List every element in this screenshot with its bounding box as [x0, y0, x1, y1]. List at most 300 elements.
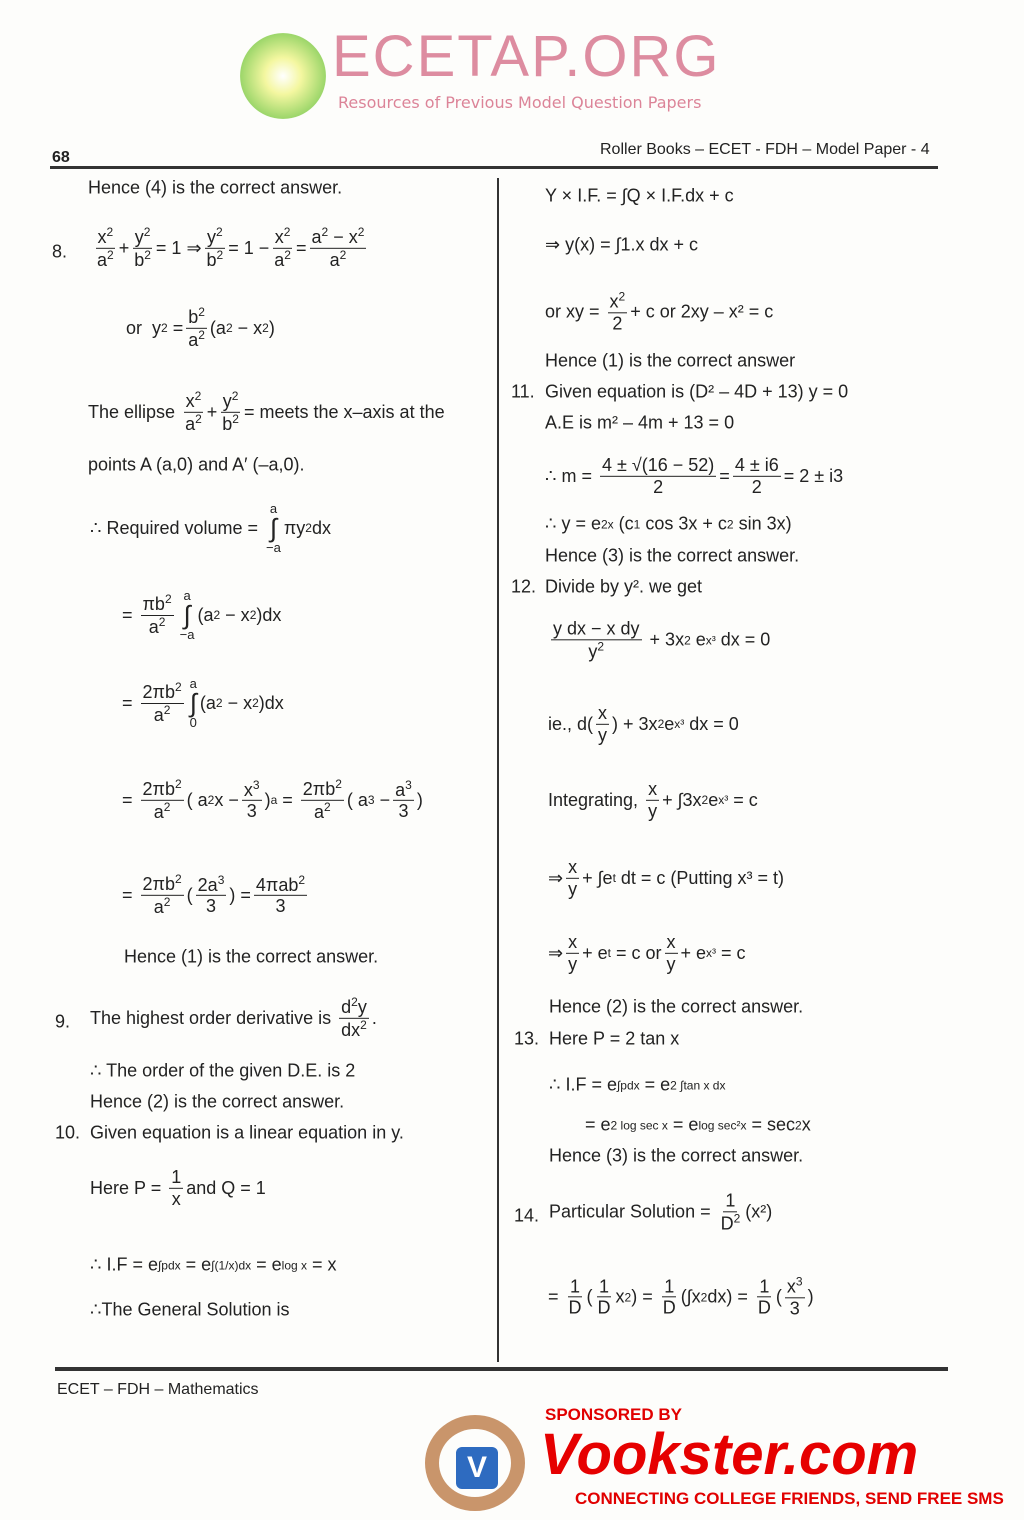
numerator [339, 996, 369, 1019]
text-run: + e [680, 942, 707, 963]
equation-line [545, 290, 773, 333]
text-run: = [122, 884, 138, 905]
text-run: Hence (1) is the correct answer. [124, 946, 379, 967]
text-line [88, 455, 305, 476]
text-run: The highest order derivative is [90, 1007, 337, 1028]
text-run: x [243, 779, 253, 800]
fraction [169, 1167, 183, 1209]
numerator [242, 778, 262, 801]
fraction [596, 1276, 613, 1318]
page-number: 68 [52, 149, 70, 166]
text-run: a [153, 704, 164, 725]
text-run: (a [197, 604, 214, 625]
superscript: 2 [195, 411, 202, 426]
text-run: Hence (3) is the correct answer. [549, 1145, 804, 1166]
text-run: ⇒ y(x) = ∫1.x dx + c [545, 234, 699, 255]
text-line [545, 546, 799, 567]
denominator [596, 1298, 613, 1319]
text-run: ) = [229, 884, 251, 905]
equation-line [545, 235, 698, 256]
text-run: sin 3x) [733, 513, 792, 534]
equation-line [549, 1190, 772, 1233]
equation-line [90, 1167, 266, 1209]
numerator [568, 1276, 582, 1298]
upper-limit: a [269, 501, 278, 516]
text-run: x [185, 390, 195, 411]
superscript: 2 [360, 1017, 367, 1032]
text-run: y [207, 226, 217, 247]
denominator [183, 413, 204, 435]
text-line [549, 1029, 679, 1050]
text-run: a [153, 801, 164, 822]
text-run: x [598, 702, 608, 723]
text-run: y [598, 724, 608, 745]
text-run: = 1 − [228, 237, 270, 258]
text-run: 1 [725, 1190, 736, 1211]
text-run: a [148, 616, 159, 637]
text-run: D [568, 1297, 582, 1318]
text-run: = meets the x–axis at the [243, 401, 445, 422]
text-run: (a [199, 692, 216, 713]
column-divider [497, 178, 499, 1362]
denominator [566, 879, 579, 900]
text-run: x [568, 931, 578, 952]
text-run: a [188, 329, 199, 350]
superscript: 2 [657, 717, 665, 731]
equation-line [549, 1075, 725, 1096]
text-run: Given equation is (D² – 4D + 13) y = 0 [545, 381, 849, 402]
text-run: 2πb [142, 873, 175, 894]
text-run: dx = 0 [715, 629, 771, 650]
superscript: 2 [252, 696, 259, 710]
text-run: − x [222, 692, 253, 713]
text-run: (x²) [745, 1201, 773, 1222]
fraction [205, 226, 226, 270]
superscript: 2 [339, 247, 347, 262]
fraction [785, 1275, 805, 1318]
numerator [205, 226, 225, 249]
superscript: 2 [701, 793, 709, 807]
vookster-logo-icon: V [456, 1447, 498, 1489]
text-run: 3 [206, 896, 217, 916]
text-run: ) = [631, 1286, 658, 1307]
numerator [254, 873, 307, 896]
denominator [396, 801, 410, 822]
equation-line [545, 186, 734, 207]
numerator [600, 455, 716, 477]
superscript: x³ [706, 946, 717, 960]
superscript: 2 [198, 304, 205, 319]
fraction [551, 618, 642, 661]
text-run: x [609, 291, 619, 312]
watermark [240, 24, 721, 125]
superscript: 2 [158, 614, 166, 629]
text-run: and Q = 1 [186, 1177, 266, 1198]
fraction [566, 932, 579, 974]
superscript: 2 [618, 289, 626, 304]
fraction [719, 1190, 743, 1233]
text-run: ∴ I.F = e [90, 1254, 158, 1275]
denominator [204, 896, 218, 917]
superscript: t [612, 871, 616, 885]
text-run: ) [416, 789, 423, 810]
superscript: 2 [357, 224, 365, 239]
numerator [301, 778, 344, 801]
fraction [242, 778, 262, 821]
denominator [272, 249, 293, 271]
question-number: 9. [55, 1011, 71, 1032]
equation-line [548, 1275, 814, 1318]
text-run: y dx − x dy [553, 618, 640, 639]
text-run: D [662, 1297, 676, 1318]
text-run: = c [728, 789, 758, 810]
equation-line [548, 857, 784, 899]
text-run: = [295, 237, 307, 258]
text-line [90, 1300, 290, 1321]
denominator [273, 896, 287, 917]
superscript: 2 log sec x [610, 1118, 668, 1132]
superscript: 2 [351, 994, 358, 1009]
text-run: − x [220, 604, 250, 625]
fraction [132, 226, 153, 270]
text-line [545, 382, 848, 403]
denominator [567, 1298, 584, 1319]
question-number: 10. [55, 1122, 81, 1143]
text-run: 1 [759, 1275, 770, 1296]
denominator [95, 249, 116, 271]
text-run: 3 [789, 1298, 800, 1318]
upper-limit: a [189, 676, 197, 691]
text-run: D [757, 1297, 771, 1318]
watermark-title: ECETAP.ORG [332, 24, 721, 89]
text-run: y [357, 996, 367, 1017]
text-run: ∴ y = e [545, 513, 601, 534]
superscript: x³ [674, 717, 685, 731]
superscript: 2 [194, 388, 202, 403]
superscript: 2 [733, 1211, 741, 1225]
integral-symbol: ∫ [183, 600, 191, 630]
text-run: ∴ m = [545, 465, 597, 486]
text-run: )dx [258, 692, 284, 713]
superscript: ∫(1/x)dx [211, 1258, 252, 1272]
text-run: )dx [256, 604, 282, 625]
superscript: 2 [207, 793, 215, 807]
text-run: + ∫e [582, 867, 613, 888]
denominator [788, 1298, 802, 1319]
fraction [646, 779, 659, 821]
text-run: Y × I.F. = ∫Q × I.F.dx + c [545, 185, 734, 206]
text-run: ∴The General Solution is [90, 1299, 290, 1320]
fraction [254, 873, 307, 916]
lower-limit: −a [179, 627, 195, 642]
text-run: x [615, 1286, 625, 1307]
text-run: Integrating, [548, 789, 644, 810]
running-header: Roller Books – ECET - FDH – Model Paper - 4 [600, 141, 930, 158]
text-run: πy [283, 517, 306, 538]
text-run: 2 [751, 476, 762, 497]
fraction [665, 932, 678, 974]
text-run: y [568, 953, 578, 974]
superscript: 2 [284, 247, 291, 262]
equation-line [126, 306, 275, 350]
denominator [566, 954, 579, 975]
text-line [545, 577, 702, 598]
superscript: 3 [405, 777, 412, 792]
superscript: ∫pdx [157, 1258, 181, 1272]
sponsor-tagline: CONNECTING COLLEGE FRIENDS, SEND FREE SMS [575, 1489, 1004, 1508]
subscript: 2 [726, 517, 734, 531]
text-run: = [548, 1286, 564, 1307]
text-run: ( a [186, 789, 208, 810]
text-run: (∫x [680, 1286, 701, 1307]
text-run: e [690, 629, 706, 650]
numerator [221, 390, 241, 413]
text-run: (c [613, 513, 634, 534]
fraction [186, 306, 207, 350]
text-run: Divide by y². we get [545, 576, 703, 597]
text-run: x [97, 226, 107, 247]
equation-line [92, 226, 369, 270]
superscript: 2 [249, 608, 257, 622]
fraction [141, 593, 174, 637]
superscript: 2 [106, 224, 114, 239]
equation-line [122, 778, 423, 822]
text-run: = e [585, 1114, 611, 1135]
text-run: = c or [610, 942, 662, 963]
text-run: ∴ I.F = e [549, 1074, 617, 1095]
fraction [183, 390, 204, 434]
text-run: + ∫3x [662, 789, 702, 810]
integral-sign [190, 677, 197, 729]
footer-rule [55, 1367, 948, 1371]
text-run: y [134, 226, 144, 247]
question-number: 13. [514, 1028, 540, 1049]
superscript: a [270, 793, 278, 807]
text-run: = e [639, 1074, 671, 1095]
text-run: b [134, 249, 145, 270]
text-run: Hence (1) is the correct answer [545, 350, 796, 371]
sun-logo-icon [240, 33, 326, 119]
denominator [152, 704, 173, 726]
text-run: ie., d( [548, 713, 594, 734]
text-run: + 3x [644, 629, 685, 650]
text-run: ( a [346, 789, 368, 810]
watermark-subtitle: Resources of Previous Model Question Papers [338, 93, 702, 112]
numerator [133, 226, 153, 249]
numerator [596, 703, 609, 725]
superscript: x³ [705, 633, 716, 647]
text-run: The ellipse [88, 401, 181, 422]
equation-line [90, 502, 331, 554]
text-line [545, 351, 795, 372]
fraction [141, 681, 184, 725]
fraction [301, 778, 344, 822]
text-run: Here P = 2 tan x [549, 1028, 680, 1049]
text-run: 2πb [142, 681, 175, 702]
equation-line [548, 703, 739, 745]
text-run: = x [307, 1254, 337, 1275]
denominator [719, 1212, 743, 1234]
equation-line [585, 1115, 811, 1136]
superscript: t [607, 946, 611, 960]
superscript: 2 [262, 321, 269, 335]
text-run: + c or 2xy – x² = c [630, 301, 774, 322]
text-line [90, 1123, 404, 1144]
integral-symbol: ∫ [189, 688, 197, 718]
numerator [186, 306, 207, 329]
text-run: ∴ The order of the given D.E. is 2 [90, 1060, 356, 1081]
superscript: 2 [216, 224, 223, 239]
text-run: x [648, 778, 658, 799]
superscript: 2 [107, 247, 114, 262]
text-run: 2 [653, 476, 664, 497]
superscript: 2 [795, 1118, 802, 1132]
sponsor-label: SPONSORED BY [545, 1405, 682, 1424]
fraction [567, 1276, 584, 1318]
text-run: dt = c (Putting x³ = t) [615, 867, 784, 888]
text-run: a [274, 249, 285, 270]
text-run: = e [251, 1254, 282, 1275]
text-run: y [222, 390, 232, 411]
numerator [141, 593, 174, 616]
superscript: log sec²x [698, 1118, 747, 1132]
superscript: 2 [324, 799, 331, 814]
text-run: 3 [398, 801, 409, 821]
fraction [141, 778, 184, 822]
superscript: 2 [335, 776, 342, 791]
equation-line [545, 514, 792, 535]
integral-sign [180, 589, 195, 641]
fraction [756, 1276, 773, 1318]
text-run: = [122, 604, 138, 625]
denominator [665, 954, 678, 975]
equation-line [90, 1255, 337, 1276]
numerator [566, 932, 579, 954]
equation-line [545, 455, 843, 497]
denominator [646, 801, 659, 822]
numerator [310, 226, 367, 249]
numerator [785, 1275, 805, 1298]
numerator [141, 873, 184, 896]
text-line [545, 413, 734, 434]
fraction [733, 455, 781, 497]
denominator [328, 249, 349, 271]
numerator [141, 778, 184, 801]
text-run: = [719, 465, 730, 486]
text-run: ∴ Required volume = [90, 517, 264, 538]
text-run: Hence (2) is the correct answer. [549, 996, 804, 1017]
text-run: 4 ± √(16 − 52) [601, 454, 715, 475]
text-run: b [222, 413, 233, 434]
superscript: 3 [252, 777, 260, 792]
text-run: + [118, 237, 130, 258]
upper-limit: a [183, 588, 191, 603]
equation-line [548, 932, 746, 974]
text-line [549, 1146, 803, 1167]
superscript: log x [281, 1258, 308, 1272]
denominator [205, 249, 226, 271]
text-run: = sec [746, 1114, 795, 1135]
numerator [96, 226, 116, 249]
text-run: ( [586, 1286, 593, 1307]
text-run: 4πab [255, 874, 299, 895]
superscript: 2 [321, 224, 329, 239]
question-number: 12. [511, 576, 537, 597]
text-run: or xy = [545, 301, 605, 322]
numerator [733, 455, 781, 477]
superscript: 2 [143, 224, 151, 239]
text-run: − x [232, 317, 263, 338]
numerator [597, 1276, 611, 1298]
text-run: = e [180, 1254, 212, 1275]
fraction [608, 290, 628, 333]
fraction [272, 226, 293, 270]
numerator [141, 681, 184, 704]
sponsor-banner[interactable] [420, 1405, 1020, 1513]
text-run: 2 [612, 313, 623, 333]
text-run: − [374, 789, 391, 810]
numerator [646, 779, 659, 801]
text-run: d [341, 996, 352, 1017]
text-run: a [329, 249, 340, 270]
text-run: = c [716, 942, 746, 963]
text-run: 1 [664, 1275, 675, 1296]
text-run: b [206, 249, 217, 270]
superscript: 3 [367, 793, 375, 807]
text-run: Hence (4) is the correct answer. [88, 177, 343, 198]
text-run: dx) = [707, 1286, 753, 1307]
denominator [147, 616, 168, 638]
text-run: a [395, 779, 406, 800]
text-run: e [708, 789, 719, 810]
superscript: 2 [163, 702, 171, 717]
denominator [186, 329, 207, 351]
denominator [245, 801, 259, 822]
denominator [312, 801, 333, 823]
text-run: = e [667, 1114, 699, 1135]
text-line [88, 390, 445, 434]
numerator [273, 226, 293, 249]
text-line [90, 996, 377, 1040]
numerator [757, 1276, 771, 1298]
text-run: b [188, 306, 199, 327]
denominator [152, 801, 173, 823]
text-run: x [801, 1114, 811, 1135]
equation-line [122, 589, 281, 641]
text-run: + [206, 401, 218, 422]
text-run: 2πb [302, 778, 336, 799]
numerator [196, 873, 227, 896]
numerator [566, 857, 579, 879]
superscript: 2 [232, 411, 239, 426]
superscript: 2 [231, 388, 239, 403]
text-run: 1 [599, 1275, 610, 1296]
text-run: x [171, 1188, 181, 1209]
superscript: 2 [597, 639, 605, 653]
equation-line [122, 873, 310, 917]
superscript: x³ [718, 793, 729, 807]
text-line [549, 997, 803, 1018]
text-run: A.E is m² – 4m + 13 = 0 [545, 412, 735, 433]
sponsor-brand[interactable]: Vookster.com [540, 1422, 919, 1487]
text-run: a [185, 413, 196, 434]
text-run: x [786, 1276, 796, 1297]
text-run: e [664, 713, 675, 734]
text-run: x [568, 856, 578, 877]
text-run: D [597, 1297, 611, 1318]
text-run: a [311, 226, 322, 247]
text-run: ) [264, 789, 271, 810]
